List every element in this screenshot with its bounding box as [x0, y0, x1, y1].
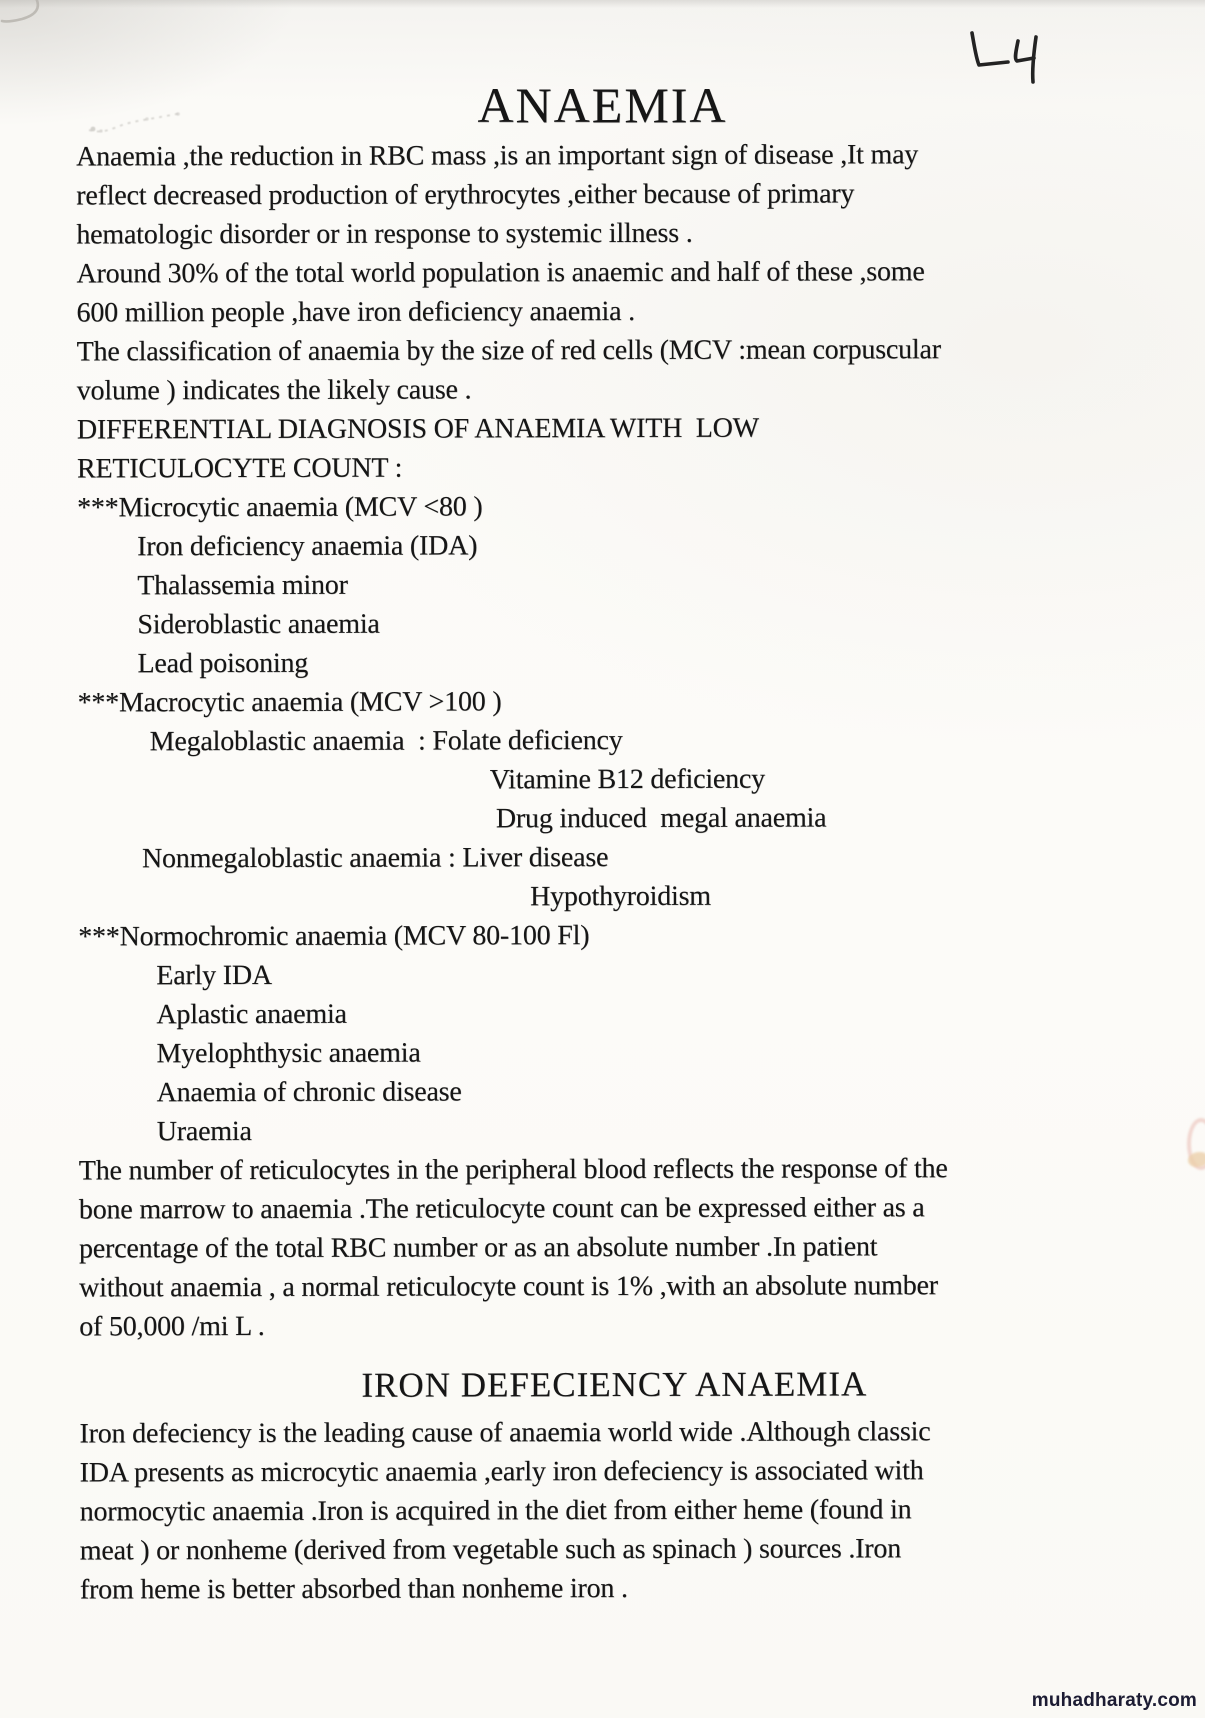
reticulocyte-line: without anaemia , a normal reticulocyte count is 1% ,with an absolute number: [79, 1270, 938, 1304]
microcytic-item: Iron deficiency anaemia (IDA): [137, 530, 478, 563]
microcytic-item: Lead poisoning: [137, 647, 309, 680]
iron-deficiency-line: from heme is better absorbed than nonheme iron .: [79, 1572, 628, 1606]
intro-line: reflect decreased production of erythrocytes ,either because of primary: [76, 178, 855, 212]
nonmegaloblastic-cause: Hypothyroidism: [530, 880, 711, 913]
iron-deficiency-line: normocytic anaemia .Iron is acquired in the diet from either heme (found in: [79, 1494, 912, 1528]
macrocytic-heading: ***Macrocytic anaemia (MCV >100 ): [77, 686, 502, 719]
page-corner-fold-artifact: [0, 0, 60, 40]
iron-deficiency-line: IDA presents as microcytic anaemia ,early iron defeciency is associated with: [79, 1455, 924, 1489]
site-watermark: muhadharaty.com: [1031, 1690, 1197, 1711]
normochromic-item: Myelophthysic anaemia: [156, 1037, 421, 1070]
differential-heading-line: RETICULOCYTE COUNT :: [76, 452, 403, 485]
reticulocyte-paragraph: [79, 1149, 1150, 1347]
document-body: [76, 135, 1150, 1610]
intro-line: hematologic disorder or in response to systemic illness .: [76, 217, 693, 251]
reticulocyte-line: The number of reticulocytes in the peripheral blood reflects the response of the: [78, 1153, 948, 1187]
prevalence-line: 600 million people ,have iron deficiency anaemia .: [76, 295, 635, 329]
normochromic-item: Uraemia: [156, 1115, 252, 1148]
prevalence-paragraph: [76, 252, 1146, 333]
page-title: ANAEMIA: [477, 77, 728, 133]
microcytic-item: Sideroblastic anaemia: [137, 608, 380, 641]
classification-line: volume ) indicates the likely cause .: [76, 374, 472, 407]
megaloblastic-cause: Drug induced megal anaemia: [495, 802, 827, 835]
microcytic-section: [77, 486, 1148, 684]
megaloblastic-cause: Vitamine B12 deficiency: [489, 763, 765, 796]
iron-deficiency-line: meat ) or nonheme (derived from vegetable such as spinach ) sources .Iron: [79, 1533, 902, 1567]
normochromic-section: [78, 915, 1149, 1152]
normochromic-heading: ***Normochromic anaemia (MCV 80-100 Fl): [78, 920, 590, 953]
megaloblastic-item: Megaloblastic anaemia : Folate deficiency: [149, 724, 623, 758]
reticulocyte-line: percentage of the total RBC number or as an absolute number .In patient: [78, 1231, 878, 1265]
normochromic-item: Aplastic anaemia: [156, 998, 347, 1031]
reticulocyte-line: bone marrow to anaemia .The reticulocyte count can be expressed either as a: [78, 1192, 925, 1226]
reticulocyte-line: of 50,000 /mi L .: [79, 1310, 265, 1343]
iron-deficiency-section: [79, 1362, 1150, 1610]
differential-heading-line: DIFFERENTIAL DIAGNOSIS OF ANAEMIA WITH LOW: [76, 412, 759, 446]
nonmegaloblastic-item: Nonmegaloblastic anaemia : Liver disease: [141, 842, 609, 875]
differential-diagnosis-heading: [77, 408, 1147, 489]
microcytic-item: Thalassemia minor: [137, 569, 348, 602]
classification-paragraph: [77, 330, 1147, 411]
intro-line: Anaemia ,the reduction in RBC mass ,is an important sign of disease ,It may: [76, 139, 919, 173]
iron-deficiency-line: Iron defeciency is the leading cause of anaemia world wide .Although classic: [79, 1416, 931, 1450]
tan-scan-mark-artifact: [1188, 1152, 1205, 1167]
intro-paragraph: [76, 135, 1146, 255]
normochromic-item: Anaemia of chronic disease: [156, 1076, 462, 1109]
normochromic-item: Early IDA: [156, 959, 272, 992]
microcytic-heading: ***Microcytic anaemia (MCV <80 ): [77, 491, 483, 524]
macrocytic-section: [78, 681, 1149, 918]
prevalence-line: Around 30% of the total world population is anaemic and half of these ,some: [76, 256, 925, 290]
scanner-edge-shadow: [0, 0, 1205, 8]
iron-deficiency-heading: IRON DEFECIENCY ANAEMIA: [361, 1364, 868, 1405]
classification-line: The classification of anaemia by the size of red cells (MCV :mean corpuscular: [76, 334, 941, 368]
